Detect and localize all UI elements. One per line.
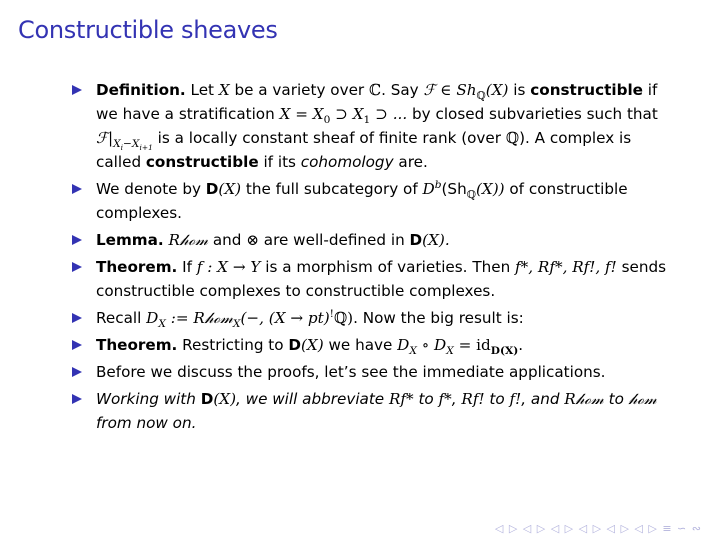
math-bold: D — [288, 336, 301, 354]
text: . — [518, 336, 524, 354]
math: (X) — [485, 81, 509, 99]
beamer-navigation-icons[interactable]: ◁ ▷ ◁ ▷ ◁ ▷ ◁ ▷ ◁ ▷ ◁ ▷ ≡ ∽ ∾ — [494, 522, 702, 535]
list-item — [72, 228, 672, 252]
math: X = X — [279, 105, 324, 123]
math: f* — [438, 390, 452, 408]
math: = id — [453, 336, 491, 354]
text: of constructible complexes. — [96, 180, 628, 222]
triangle-bullet-icon — [72, 262, 82, 272]
math: := R𝒽ℴ𝓂 — [165, 309, 233, 327]
text: Before we discuss the proofs, let’s see the immediate applications. — [96, 363, 606, 381]
lemma-label: Lemma. — [96, 231, 164, 249]
text: are well-defined in — [263, 231, 405, 249]
math: Rf* — [388, 390, 414, 408]
text: is — [513, 81, 526, 99]
math-sub: ℚ — [476, 89, 486, 103]
math-bold: D — [409, 231, 423, 249]
math: (−, (X → pt) — [240, 309, 330, 327]
math: (X)) — [475, 180, 505, 198]
text: Let — [190, 81, 214, 99]
list-item — [72, 333, 672, 357]
text: Working with — [96, 390, 196, 408]
math-sub: X — [113, 137, 121, 151]
math: D — [146, 309, 159, 327]
text: ). A complex is called — [96, 129, 632, 171]
keyword: constructible — [530, 81, 643, 99]
math-sup: ! — [329, 306, 334, 320]
triangle-bullet-icon — [72, 184, 82, 194]
math: ℱ| — [96, 129, 114, 147]
math: ∘ D — [416, 336, 447, 354]
math-sub: X — [409, 344, 417, 358]
keyword: constructible — [145, 153, 259, 171]
text: we have — [328, 336, 393, 354]
math-sub: 1 — [363, 113, 371, 127]
math-sub: X — [232, 317, 241, 331]
text: is a morphism of varieties. Then — [265, 258, 511, 276]
text: If — [182, 258, 192, 276]
math-sub: D(X) — [490, 344, 519, 358]
math-sup: b — [434, 177, 442, 191]
text: We denote by — [96, 180, 201, 198]
math: D — [397, 336, 410, 354]
math: ⊗ — [246, 231, 259, 249]
triangle-bullet-icon — [72, 85, 82, 95]
definition-label: Definition. — [96, 81, 186, 99]
math: ℱ ∈ Sh — [423, 81, 477, 99]
math: ⊃ X — [330, 105, 364, 123]
math: ℚ — [505, 129, 520, 147]
math-sub: X — [446, 344, 454, 358]
text: if we have a stratification — [96, 81, 658, 123]
emphasis: cohomology — [300, 153, 394, 171]
text: from now on. — [96, 414, 197, 432]
text: Restricting to — [182, 336, 284, 354]
text: to — [418, 390, 434, 408]
text: , — [451, 390, 457, 408]
math: ℂ — [368, 81, 382, 99]
math: ℚ). — [333, 309, 358, 327]
math-sub: 0 — [323, 113, 331, 127]
math: (X) — [218, 180, 242, 198]
text: if its — [263, 153, 296, 171]
text: be a variety over — [234, 81, 365, 99]
text: by closed subvarieties such that — [412, 105, 658, 123]
math: (X) — [213, 390, 236, 408]
theorem-label: Theorem. — [96, 258, 178, 276]
text: . Say — [381, 81, 419, 99]
text: is a locally constant sheaf of finite rank (over — [157, 129, 501, 147]
math: Rf! — [461, 390, 485, 408]
math-sub: i — [120, 143, 124, 153]
text: the full subcategory of — [245, 180, 418, 198]
math-sub: i+1 — [139, 143, 153, 153]
math-bold: D — [200, 390, 214, 408]
text: Now the big result is: — [362, 309, 524, 327]
text: are. — [398, 153, 428, 171]
text: , and — [521, 390, 560, 408]
math: X — [218, 81, 230, 99]
text: to — [489, 390, 505, 408]
math-bold: D — [205, 180, 219, 198]
triangle-bullet-icon — [72, 394, 82, 404]
bullet-list — [72, 78, 672, 438]
math: D — [422, 180, 435, 198]
math-sub: X — [158, 317, 166, 331]
math: f : X → Y — [196, 258, 261, 276]
math-sub: ℚ — [466, 188, 476, 202]
list-item — [72, 78, 672, 174]
theorem-label: Theorem. — [96, 336, 178, 354]
text: to — [608, 390, 624, 408]
triangle-bullet-icon — [72, 235, 82, 245]
triangle-bullet-icon — [72, 340, 82, 350]
text: sends constructible complexes to constructible complexes. — [96, 258, 667, 300]
list-item — [72, 306, 672, 330]
math: f! — [509, 390, 522, 408]
list-item — [72, 387, 672, 435]
math: ⊃ ... — [370, 105, 408, 123]
triangle-bullet-icon — [72, 313, 82, 323]
math: R𝒽ℴ𝓂 — [168, 231, 208, 249]
math: (Sh — [441, 180, 467, 198]
math: (X). — [422, 231, 450, 249]
text: , we will abbreviate — [236, 390, 385, 408]
math: (X) — [300, 336, 324, 354]
math: f*, Rf*, Rf!, f! — [515, 258, 617, 276]
text: Recall — [96, 309, 142, 327]
list-item — [72, 255, 672, 303]
math: R𝒽ℴ𝓂 — [564, 390, 604, 408]
list-item — [72, 360, 672, 384]
text: and — [212, 231, 242, 249]
triangle-bullet-icon — [72, 367, 82, 377]
math: 𝒽ℴ𝓂 — [628, 390, 657, 408]
slide-title: Constructible sheaves — [18, 16, 278, 44]
math-sub: −X — [123, 137, 140, 151]
list-item — [72, 177, 672, 225]
